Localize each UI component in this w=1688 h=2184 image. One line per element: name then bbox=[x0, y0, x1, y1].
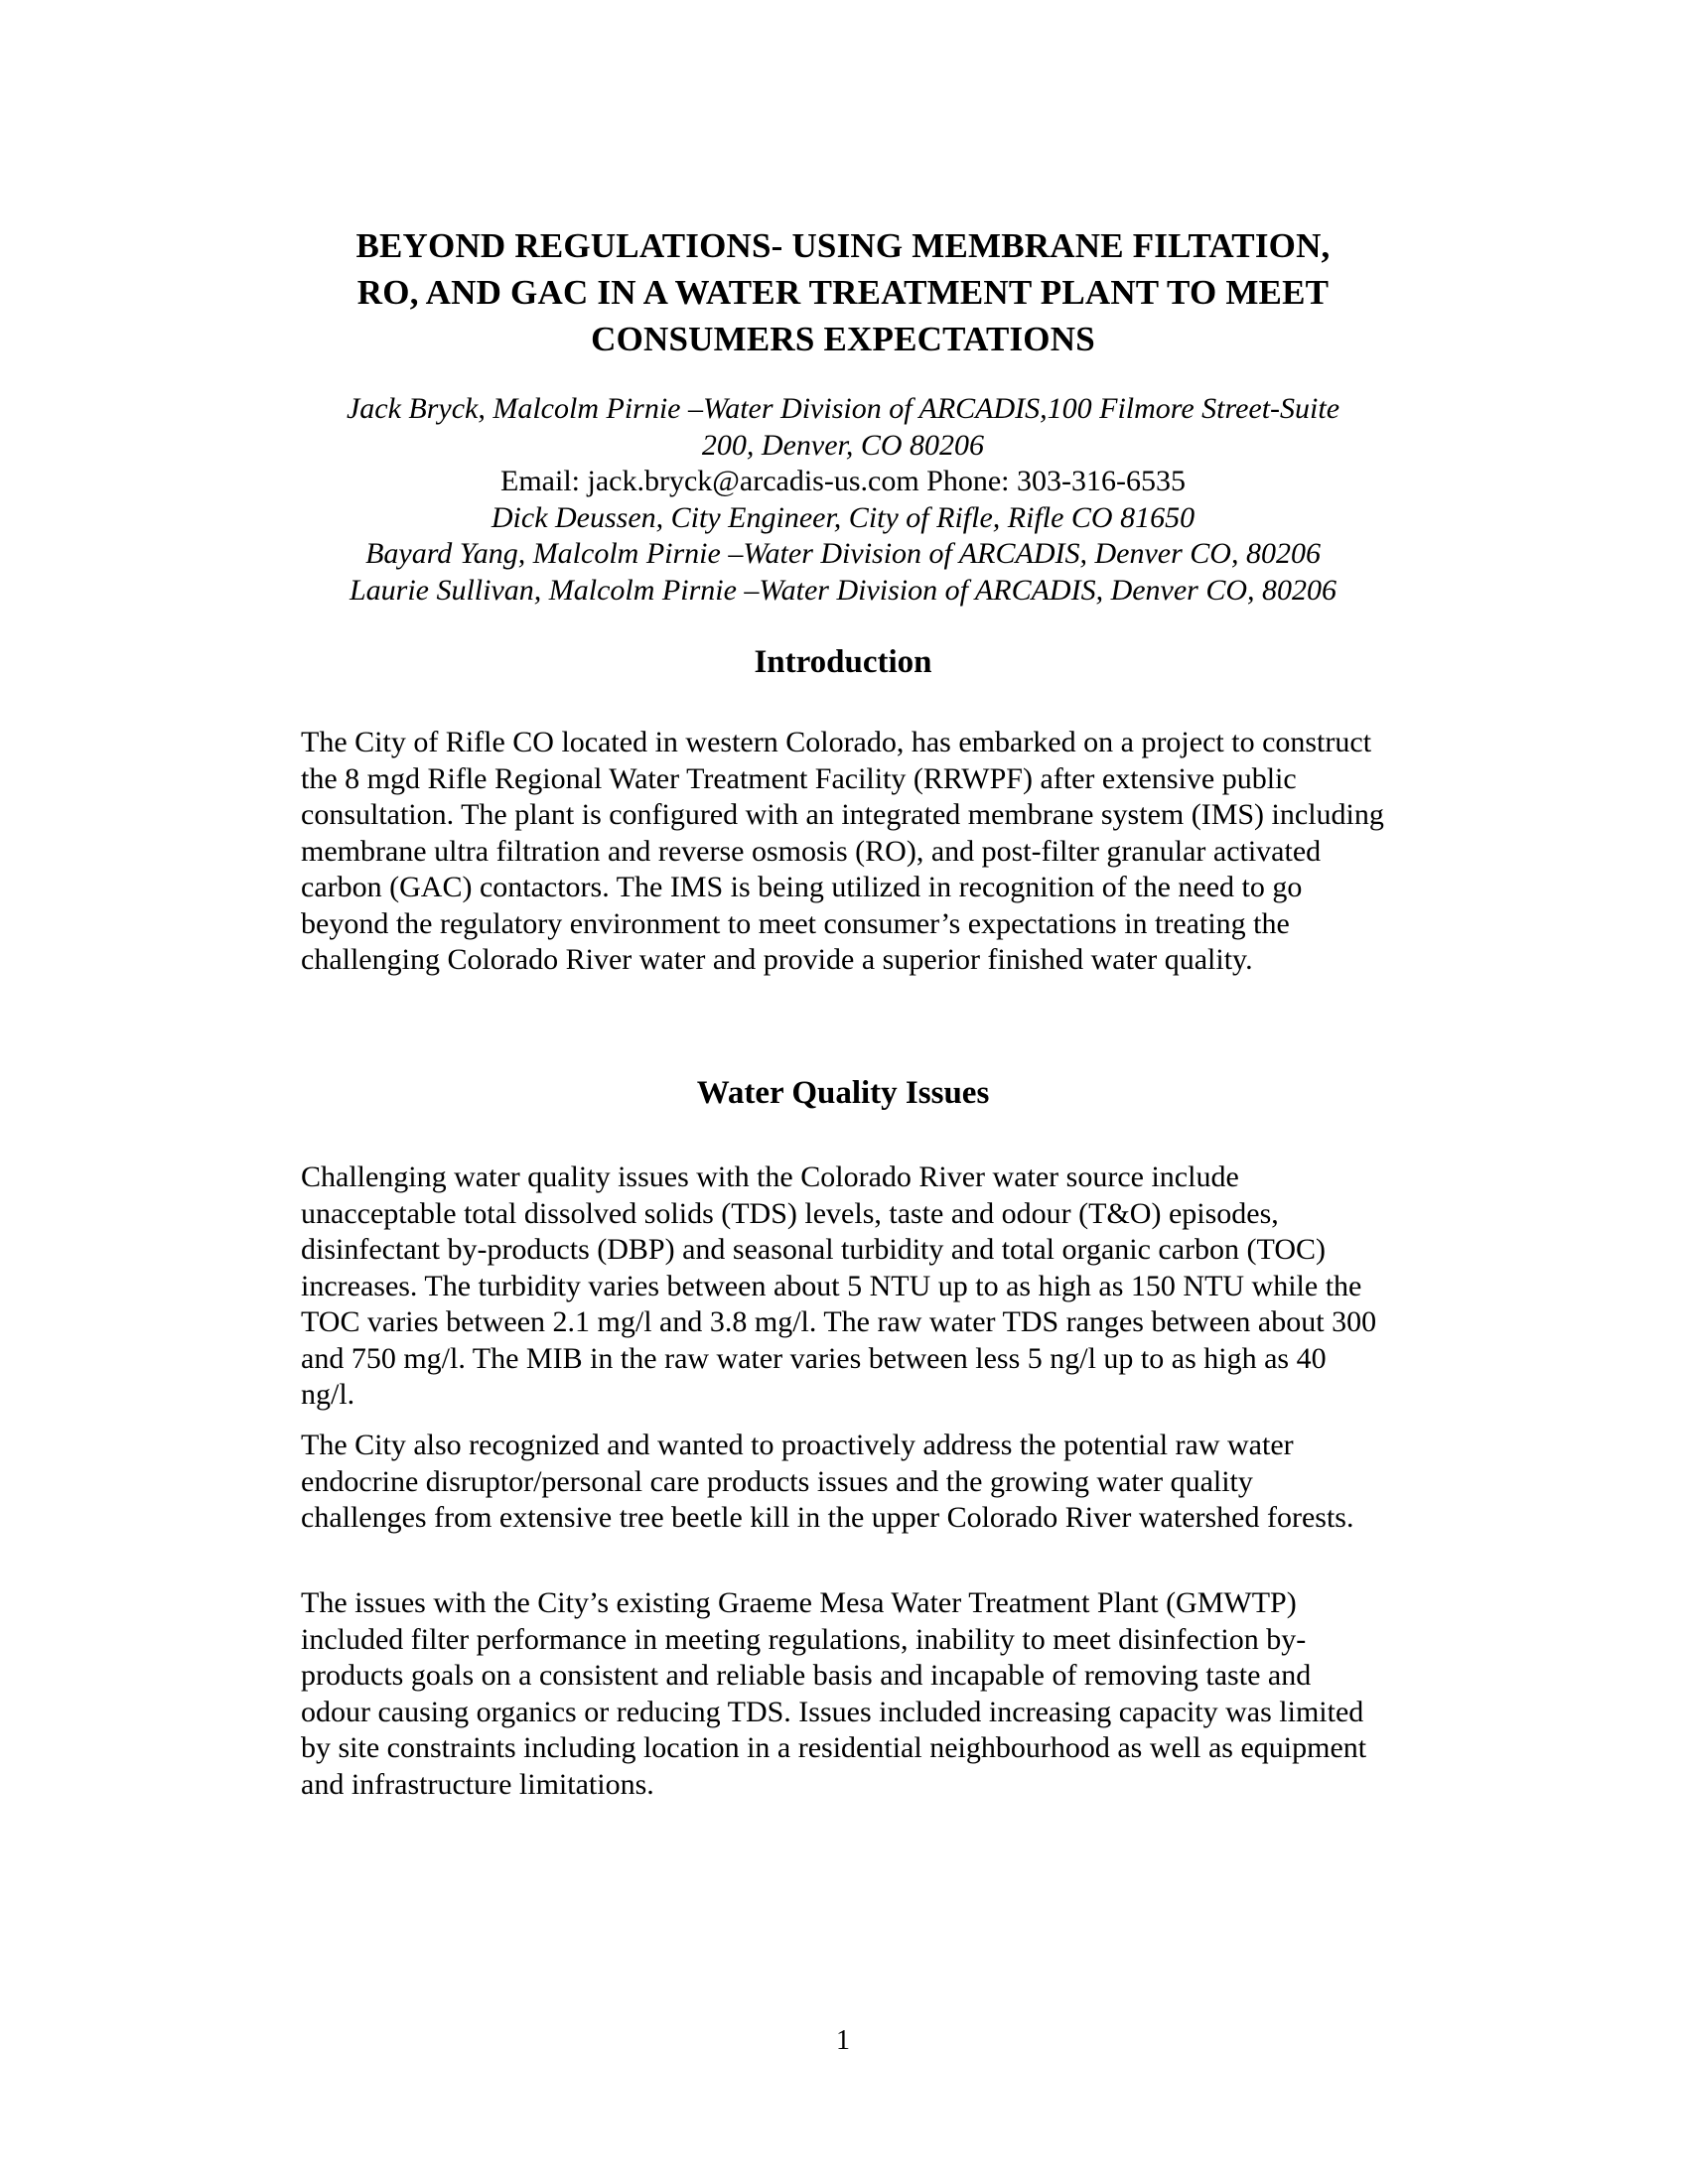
author-line-affiliation-1: Jack Bryck, Malcolm Pirnie –Water Division of ARCADIS,100 Filmore Street-Suite bbox=[346, 392, 1340, 425]
paper-title-line-3: CONSUMERS EXPECTATIONS bbox=[591, 320, 1095, 358]
author-block bbox=[301, 391, 1385, 610]
water-quality-issues-paragraph-3: The issues with the City’s existing Graeme Mesa Water Treatment Plant (GMWTP) included filter performance in meeting regulations, inability to meet disinfection by-products goals on a consistent and reliable basis and incapable of removing taste and odour causing organics or reducing TDS. Issues included increasing capacity was limited by site constraints including location in a residential neighbourhood as well as equipment and infrastructure limitations. bbox=[301, 1586, 1367, 1801]
section-heading-water-quality-issues: Water Quality Issues bbox=[696, 1075, 990, 1111]
water-quality-issues-paragraph-1: Challenging water quality issues with the Colorado River water source include unacceptable total dissolved solids (TDS) levels, taste and odour (T&O) episodes, disinfectant by-products (DBP) and seasonal turbidity and total organic carbon (TOC) increases. The turbidity varies between about 5 NTU up to as high as 150 NTU while the TOC varies between 2.1 mg/l and 3.8 mg/l. The raw water TDS ranges between about 300 and 750 mg/l. The MIB in the raw water varies between less 5 ng/l up to as high as 40 ng/l. bbox=[301, 1160, 1377, 1411]
introduction-paragraph: The City of Rifle CO located in western Colorado, has embarked on a project to construct the 8 mgd Rifle Regional Water Treatment Facility (RRWPF) after extensive public consultation. The plant is configured with an integrated membrane system (IMS) including membrane ultra filtration and reverse osmosis (RO), and post-filter granular activated carbon (GAC) contactors. The IMS is being utilized in recognition of the need to go beyond the regulatory environment to meet consumer’s expectations in treating the challenging Colorado River water and provide a superior finished water quality. bbox=[301, 726, 1384, 976]
section-heading-introduction: Introduction bbox=[754, 644, 932, 680]
paper-title-line-2: RO, AND GAC IN A WATER TREATMENT PLANT TO MEET bbox=[356, 273, 1330, 312]
page-number: 1 bbox=[836, 2025, 850, 2056]
paper-title bbox=[301, 222, 1385, 362]
paper-title-line-1: BEYOND REGULATIONS- USING MEMBRANE FILTATION, bbox=[355, 226, 1331, 265]
author-line-3: Bayard Yang, Malcolm Pirnie –Water Division of ARCADIS, Denver CO, 80206 bbox=[365, 537, 1321, 571]
water-quality-issues-paragraph-2: The City also recognized and wanted to proactively address the potential raw water endocrine disruptor/personal care products issues and the growing water quality challenges from extensive tree beetle kill in the upper Colorado River watershed forests. bbox=[301, 1429, 1354, 1534]
author-contact-line: Email: jack.bryck@arcadis-us.com Phone: 303-316-6535 bbox=[500, 465, 1186, 498]
author-line-affiliation-1b: 200, Denver, CO 80206 bbox=[701, 428, 985, 462]
author-line-4: Laurie Sullivan, Malcolm Pirnie –Water Division of ARCADIS, Denver CO, 80206 bbox=[349, 573, 1337, 607]
author-line-2: Dick Deussen, City Engineer, City of Rifle, Rifle CO 81650 bbox=[491, 500, 1196, 534]
